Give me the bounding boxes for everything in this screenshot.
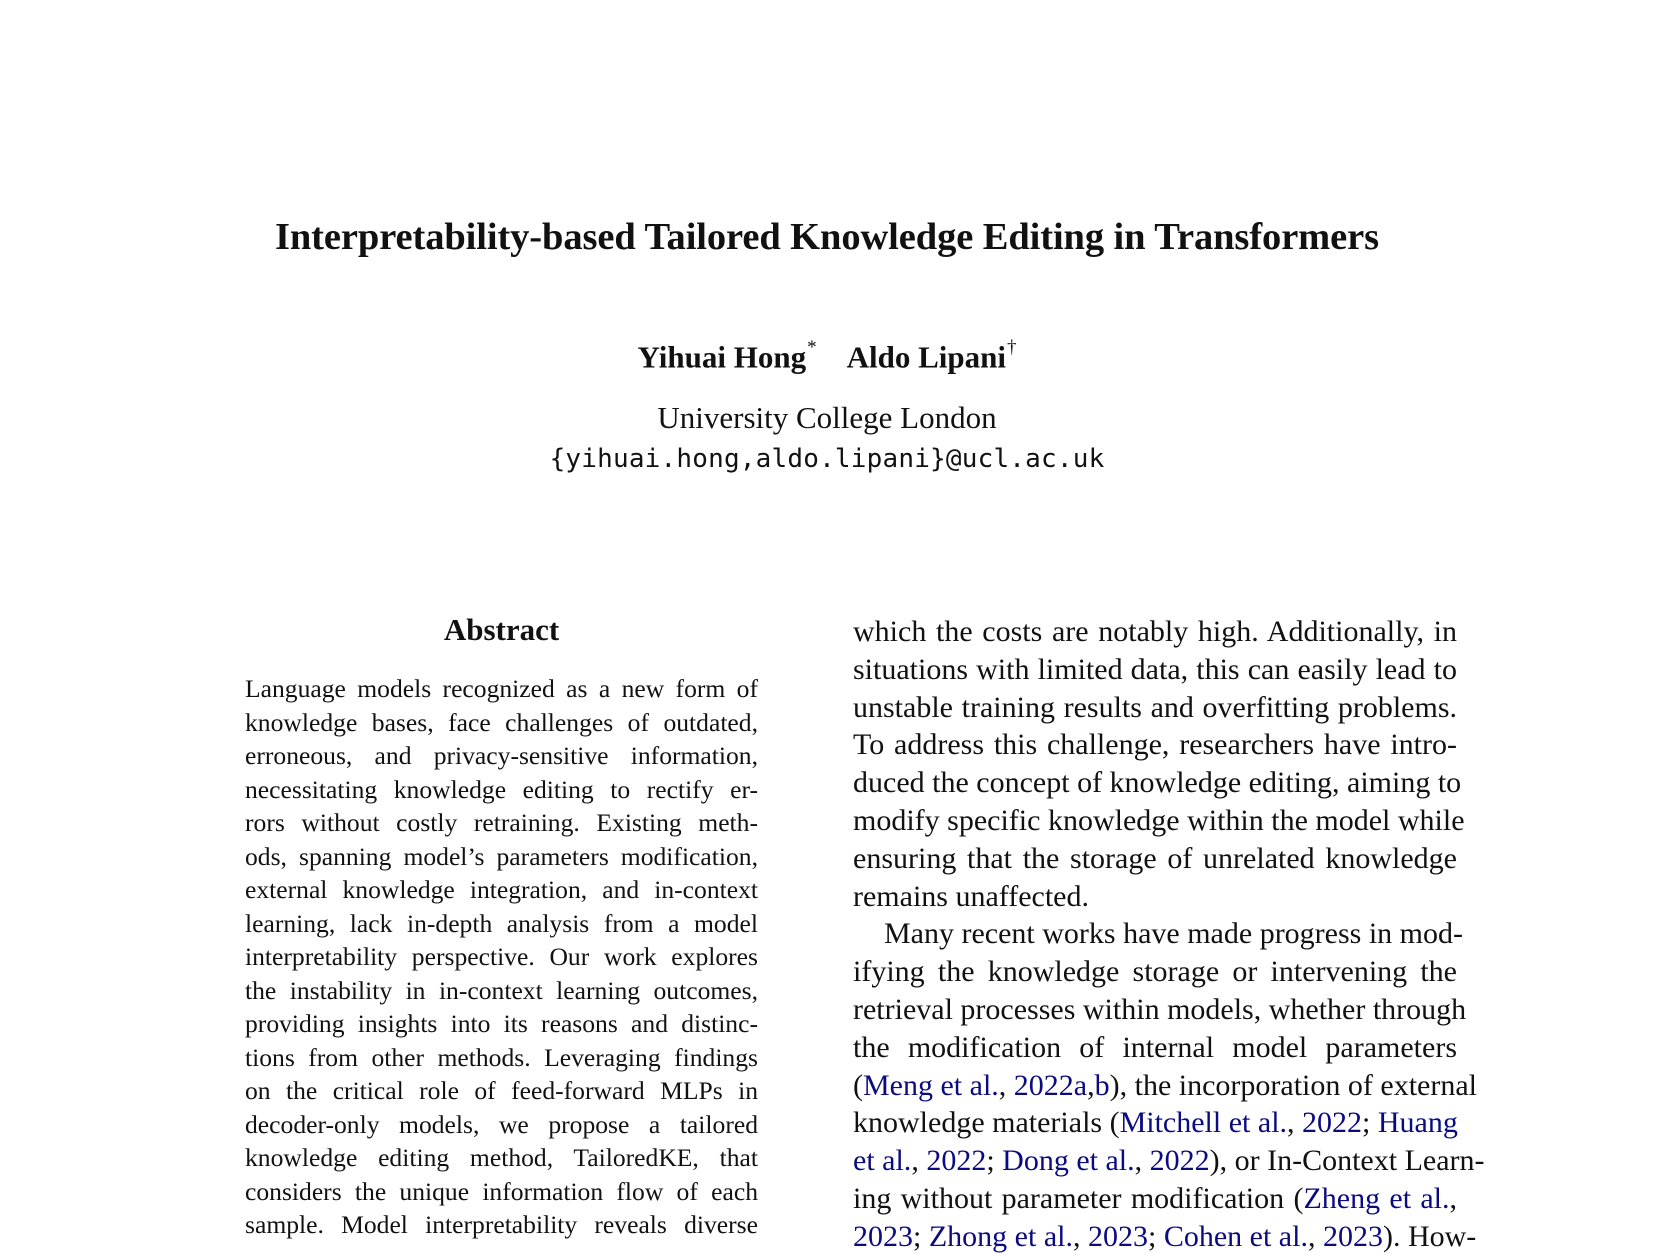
citation-link-dong-2022[interactable]: 2022 [1149,1144,1210,1178]
body-line: the modification of internal model parameters [853,1030,1457,1064]
affiliation: University College London [657,400,997,435]
citation-link-meng-2022b[interactable]: b [1094,1068,1110,1102]
text: ). How- [1382,1219,1477,1253]
body-line-with-citations [853,1142,1485,1180]
author-emails: {yihuai.hong,aldo.lipani}@ucl.ac.uk [549,444,1105,474]
body-line-with-citations [853,1218,1477,1256]
text: , [998,1068,1014,1102]
author-footnote-mark[interactable]: † [1006,337,1017,358]
citation-link-zheng-2023[interactable]: 2023 [853,1219,913,1253]
body-line: duced the concept of knowledge editing, aiming to [853,766,1462,800]
body-line: ifying the knowledge storage or intervening the [853,955,1457,989]
text: ing without parameter modification ( [853,1181,1304,1215]
body-line-with-citations [853,1067,1477,1105]
left-column [245,610,758,1242]
body-line: unstable training results and overfitting problems. [853,690,1457,724]
citation-link-dong[interactable]: Dong et al. [1002,1144,1135,1178]
body-line: retrieval processes within models, whether through [853,992,1467,1026]
abstract-line: tions from other methods. Leveraging findings [245,1042,758,1072]
text: , [1087,1068,1095,1102]
body-line: remains unaffected. [853,879,1090,913]
abstract-line: knowledge bases, face challenges of outdated, [245,707,758,737]
abstract-line: rors without costly retraining. Existing meth- [245,808,758,837]
author-name: Aldo Lipani [846,339,1006,375]
body-line: which the costs are notably high. Additionally, in [853,615,1457,648]
citation-link-zhong[interactable]: Zhong et al. [928,1219,1073,1253]
citation-link-mitchell-2022[interactable]: 2022 [1302,1106,1363,1140]
text: , [911,1144,927,1178]
abstract-line: considers the unique information flow of each [245,1176,758,1206]
citation-link-cohen-2023[interactable]: 2023 [1322,1219,1383,1253]
body-line: situations with limited data, this can easily lead to [853,652,1457,686]
abstract-line: erroneous, and privacy-sensitive information, [245,741,758,770]
citation-link-huang[interactable]: Huang [1377,1106,1458,1140]
abstract-line: the instability in in-context learning outcomes, [245,975,758,1005]
author-name: Yihuai Hong [637,339,807,375]
text: , [1287,1106,1303,1140]
author-1 [638,331,817,377]
abstract-line: ods, spanning model’s parameters modification, [245,841,758,871]
citation-link-meng[interactable]: Meng et al. [863,1068,999,1102]
body-line: modify specific knowledge within the model while [853,803,1465,837]
author-2 [847,331,1017,377]
text: ( [853,1068,863,1102]
citation-link-huang-etal[interactable]: et al. [853,1144,912,1178]
abstract-body [245,672,758,1242]
body-line-with-citations [853,1104,1457,1142]
abstract-heading: Abstract [443,612,560,647]
abstract-line: sample. Model interpretability reveals diverse [245,1210,758,1239]
body-line: ensuring that the storage of unrelated knowledge [853,841,1457,875]
citation-link-zheng[interactable]: Zheng et al. [1303,1181,1450,1215]
text: ; [986,1144,1003,1178]
abstract-line: interpretability perspective. Our work explores [245,942,758,971]
text: , [1072,1219,1088,1253]
text: , [1134,1144,1150,1178]
text: ; [1362,1106,1378,1140]
author-list [0,331,1654,377]
abstract-line: learning, lack in-depth analysis from a model [245,908,758,938]
citation-link-cohen[interactable]: Cohen et al. [1163,1219,1308,1253]
abstract-line: decoder-only models, we propose a tailored [245,1109,758,1139]
citation-link-huang-2022[interactable]: 2022 [926,1144,987,1178]
body-line: Many recent works have made progress in mod- [884,917,1463,951]
citation-link-zhong-2023[interactable]: 2023 [1087,1219,1148,1253]
citation-link-meng-2022a[interactable]: 2022a [1013,1068,1088,1102]
text: ; [913,1219,929,1253]
abstract-line: on the critical role of feed-forward MLPs in [245,1076,758,1105]
citation-link-mitchell[interactable]: Mitchell et al. [1119,1106,1288,1140]
abstract-line: knowledge editing method, TailoredKE, that [245,1143,758,1172]
author-footnote-mark[interactable]: * [807,337,817,358]
abstract-line: Language models recognized as a new form of [245,674,758,703]
text: , [1307,1219,1323,1253]
text: knowledge materials ( [853,1106,1120,1140]
body-line: To address this challenge, researchers have intro- [853,728,1457,762]
text: ), or In-Context Learn- [1209,1144,1485,1178]
abstract-line: external knowledge integration, and in-context [245,875,758,904]
abstract-line: necessitating knowledge editing to rectify er- [245,774,758,804]
right-column [853,613,1485,1256]
text: , [1449,1181,1457,1215]
body-line-with-citations [853,1180,1457,1218]
text: ; [1147,1219,1164,1253]
paper-title: Interpretability-based Tailored Knowledge Editing in Transformers [274,216,1380,258]
abstract-line: providing insights into its reasons and distinc- [245,1009,758,1038]
text: ), the incorporation of external [1109,1068,1477,1102]
